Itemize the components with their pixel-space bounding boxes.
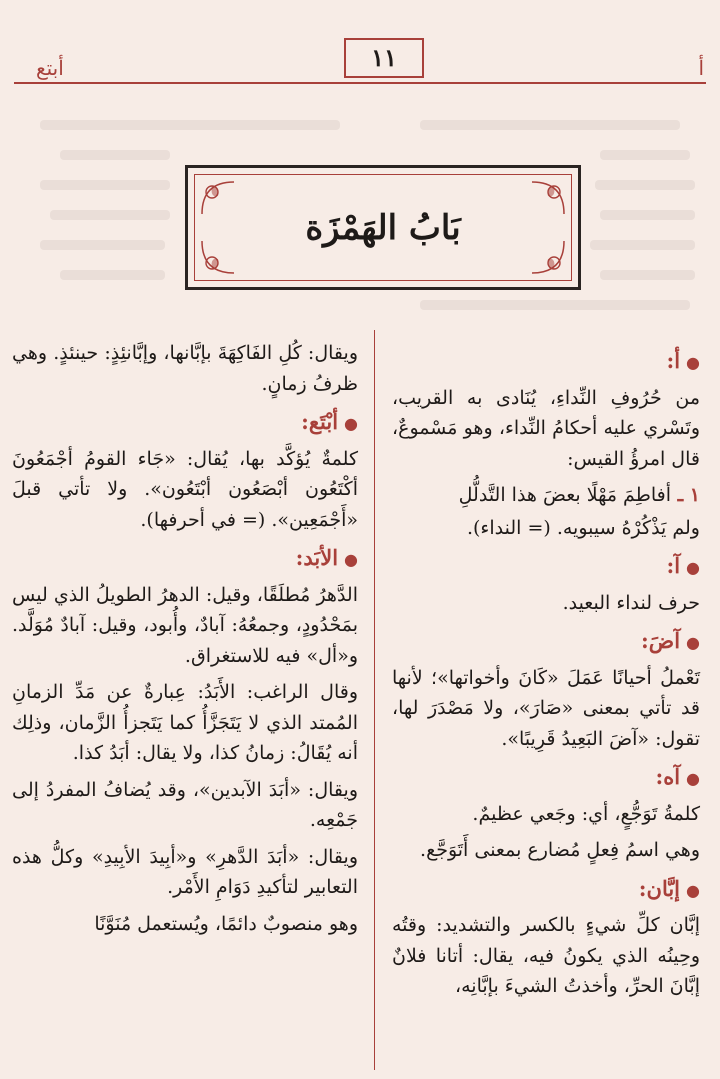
entry-headword [392,874,700,907]
bullet-dot-icon: ● [686,769,700,788]
entry-headword-text: آه: [655,764,681,789]
paragraph: ولم يَذْكُرْهُ سيبويه. (= النداء). [466,516,700,539]
left-column [12,338,358,945]
chapter-title-frame [185,165,581,290]
entry-headword [392,626,700,659]
entry-headword [392,346,700,379]
entry-headword-text: آ: [666,553,681,578]
paragraph: حرف لنداء البعيد. [562,591,700,614]
verse-number: ١ ـ [670,484,700,506]
entry-headword-text: إبَّان: [638,875,681,901]
entry-headword-text: الأبَد: [295,545,339,570]
entry-headword-text: أ: [666,348,681,373]
bullet-dot-icon: ● [686,880,700,900]
paragraph: ويقال: «أبَدَ الدَّهرِ» و«أبِيدَ الأبِيدِ» وكلُّ هذه التعابير لتأكيدِ دَوَامِ الأَمْر. [12,845,358,898]
paragraph: الدَّهرُ مُطلَقًا، وقيل: الدهرُ الطويلُ الذي ليس بمَحْدُودٍ، وجمعُهُ: آبادٌ، وأُبود، وقيل: آبادٌ مُوَلَّد. و«أل» فيه للاستغراق. [12,583,358,667]
verse-line [392,480,700,511]
entry-headword [12,543,358,576]
bullet-dot-icon: ● [686,558,700,577]
entry-headword-text: أبْتَع: [301,409,339,434]
bullet-dot-icon: ● [344,414,358,433]
page-number: ١١ [344,38,424,78]
paragraph: ويقال: كُلِ الفَاكِهَةَ بإبَّانها، وإبَّانئِذٍ: حينئذٍ. وهي ظرفُ زمانٍ. [12,342,358,395]
paragraph: وهي اسمُ فِعلٍ مُضارع بمعنى أَتَوَجَّع. [420,839,700,861]
paragraph: كلمةُ تَوَجُّعٍ، أي: وجَعي عظيمٌ. [472,802,700,825]
running-head-letter: أ [698,56,704,80]
bullet-dot-icon: ● [686,633,700,652]
running-head [14,43,706,86]
paragraph: ويقال: «أبَدَ الآبدين»، وقد يُضافُ المفردُ إلى جَمْعِه. [12,778,358,831]
column-divider [374,330,375,1070]
entry-headword [12,407,358,440]
verse-text: أفاطِمَ مَهْلًا بعضَ هذا التَّدلُّلِ [458,484,671,506]
paragraph: تَعْملُ أحيانًا عَمَلَ «كَانَ وأخواتها»؛ لأنها قد تأتي بمعنى «صَارَ»، ولا مَصْدَرَ لها، تقول: «آضَ البَعِيدُ قَرِيبًا». [392,666,700,750]
paragraph: وقال الراغب: الأَبَدُ: عِبارةٌ عن مَدِّ الزمانِ المُمتد الذي لا يَتَجَزَّأُ كما يَتَجزأُ الزَّمان، وذلِك أنه يُقَالُ: زمانُ كذا، ولا يقال: أبَدُ كذا. [12,681,358,764]
bullet-dot-icon: ● [344,550,358,569]
paragraph: كلمةٌ يُؤكَّد بها، يُقال: «جَاء القومُ أجْمَعُونَ أكْتَعُون أبْصَعُون أبْتَعُون». ولا تأتي قبلَ «أَجْمَعِين». (= في أحرفها). [12,447,358,531]
chapter-title: بَابُ الهَمْزَة [305,208,461,248]
entry-headword [392,762,700,795]
bullet-dot-icon: ● [686,353,700,372]
right-column [392,338,700,1008]
running-head-word: أبتع [36,56,64,80]
entry-headword [392,551,700,584]
header-rule [14,82,706,84]
paragraph: من حُرُوفِ النِّداءِ، يُنَادى به القريب، وتَسْري عليه أحكامُ النِّداء، وهو مَسْموعٌ، قال امرؤُ القيس: [392,386,700,470]
entry-headword-text: آضَ: [641,628,681,653]
paragraph: وهو منصوبٌ دائمًا، ويُستعمل مُنَوَّنًا [94,912,358,935]
paragraph: إبَّان كلِّ شيءٍ بالكسر والتشديد: وقتُه وحِينُه الذي يكونُ فيه، يقال: أتانا فلانٌ إبَّانَ الحرِّ، وأخذتُ الشيءَ بإبَّانِه، [392,914,700,997]
